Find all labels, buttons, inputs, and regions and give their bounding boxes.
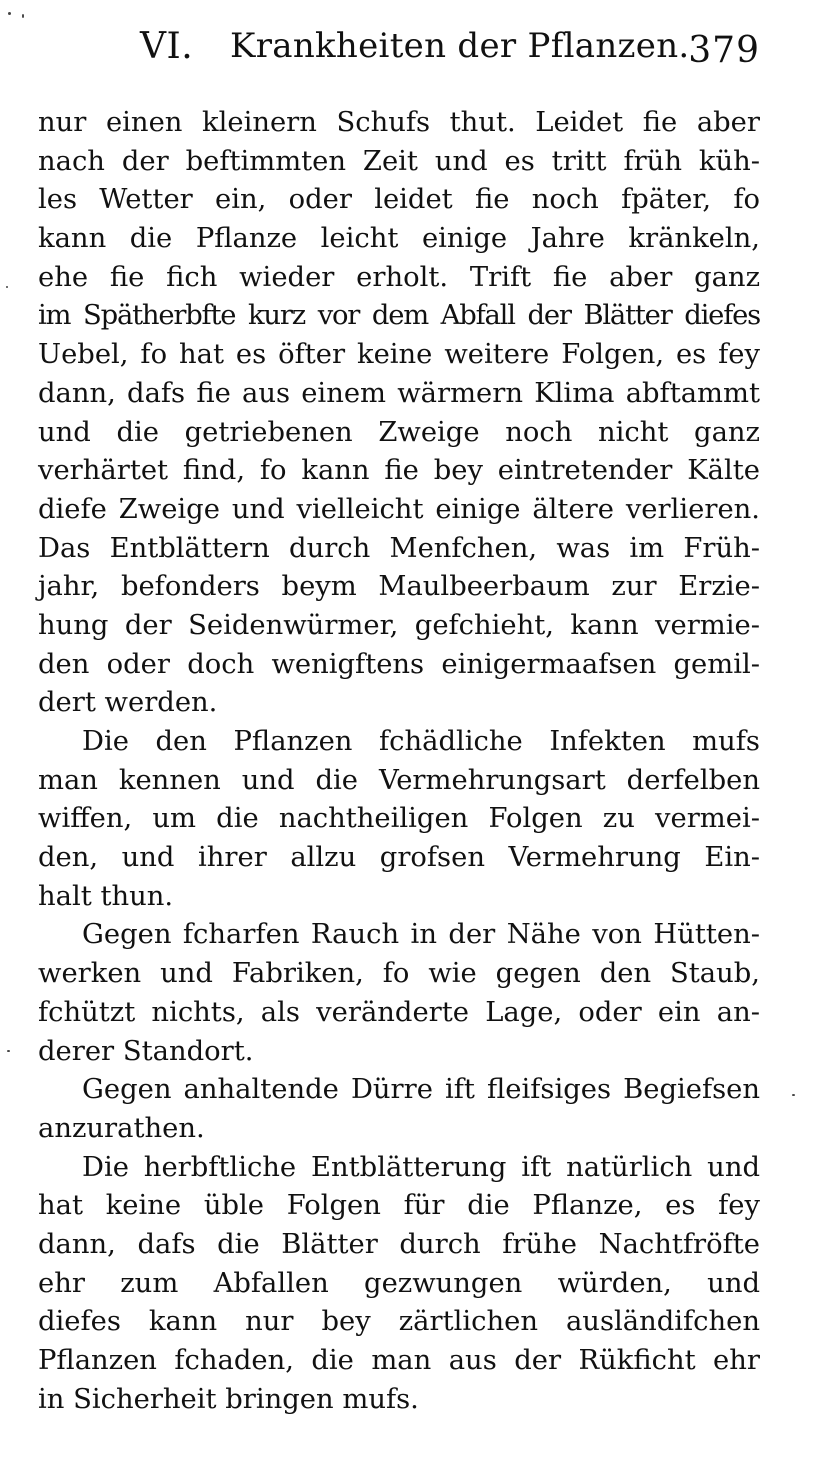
print-speck: [7, 1050, 10, 1052]
text-line: halt thun.: [38, 880, 174, 912]
text-line: in Sicherheit bringen mufs.: [38, 1383, 419, 1415]
text-line: Uebel, fo hat es öfter keine weitere Folgen, es fey: [38, 339, 760, 371]
print-speck: [8, 12, 11, 15]
text-line: den, und ihrer allzu grofsen Vermehrung Ein-: [38, 842, 760, 874]
text-line: Pflanzen fchaden, die man aus der Rükficht ehr: [38, 1345, 760, 1376]
paragraph: [38, 104, 760, 723]
text-line: Das Entblättern durch Menfchen, was im Früh-: [38, 532, 760, 564]
text-line: Die herbftliche Entblätterung ift natürlich und: [82, 1151, 760, 1183]
print-speck: [792, 1094, 795, 1096]
text-line: im Spätherbfte kurz vor dem Abfall der Blätter diefes: [38, 300, 760, 332]
print-speck: [22, 14, 24, 18]
text-line: hung der Seidenwürmer, gefchieht, kann vermie-: [38, 609, 760, 641]
text-line: diefe Zweige und vielleicht einige ältere verlieren.: [38, 493, 760, 525]
text-line: den oder doch wenigftens einigermaafsen gemil-: [38, 648, 760, 680]
text-line: werken und Fabriken, fo wie gegen den Staub,: [38, 958, 760, 990]
paragraph: [38, 723, 760, 916]
text-line: jahr, befonders beym Maulbeerbaum zur Erzie-: [38, 571, 760, 603]
text-line: Die den Pflanzen fchädliche Infekten mufs: [82, 726, 760, 757]
paragraph: [38, 1149, 760, 1420]
text-line: ehe fie fich wieder erholt. Trift fie aber ganz: [38, 261, 760, 293]
text-line: anzurathen.: [38, 1112, 205, 1144]
text-line: nach der beftimmten Zeit und es tritt früh küh-: [38, 145, 760, 177]
text-line: Gegen anhaltende Dürre ift fleifsiges Begiefsen: [82, 1074, 760, 1106]
text-line: kann die Pflanze leicht einige Jahre kränkeln,: [38, 223, 760, 255]
text-line: nur einen kleinern Schufs thut. Leidet fie aber: [38, 107, 760, 138]
text-line: derer Standort.: [38, 1035, 254, 1067]
text-line: dann, dafs die Blätter durch frühe Nachtfröfte: [38, 1228, 760, 1260]
chapter-number: VI.: [140, 26, 194, 67]
running-header: [140, 26, 760, 76]
text-line: ehr zum Abfallen gezwungen würden, und: [38, 1267, 760, 1299]
text-line: und die getriebenen Zweige noch nicht ganz: [38, 416, 760, 448]
paragraph: [38, 1071, 760, 1148]
print-speck: [6, 286, 8, 288]
text-line: les Wetter ein, oder leidet fie noch fpäter, fo: [38, 184, 760, 216]
paragraph: [38, 916, 760, 1071]
text-line: hat keine üble Folgen für die Pflanze, es fey: [38, 1190, 760, 1222]
page-number: 379: [688, 30, 760, 71]
text-line: dann, dafs fie aus einem wärmern Klima abftammt: [38, 377, 760, 409]
text-line: verhärtet find, fo kann fie bey eintretender Kälte: [38, 455, 760, 487]
chapter-title: Krankheiten der Pflanzen.: [230, 26, 690, 66]
text-line: Gegen fcharfen Rauch in der Nähe von Hütten-: [82, 919, 760, 951]
text-line: fchützt nichts, als veränderte Lage, oder ein an-: [38, 996, 760, 1028]
text-line: man kennen und die Vermehrungsart derfelben: [38, 764, 760, 796]
text-line: dert werden.: [38, 687, 218, 719]
text-line: diefes kann nur bey zärtlichen ausländifchen: [38, 1306, 760, 1338]
body-text: [38, 104, 760, 1419]
text-line: wiffen, um die nachtheiligen Folgen zu vermei-: [38, 803, 760, 835]
